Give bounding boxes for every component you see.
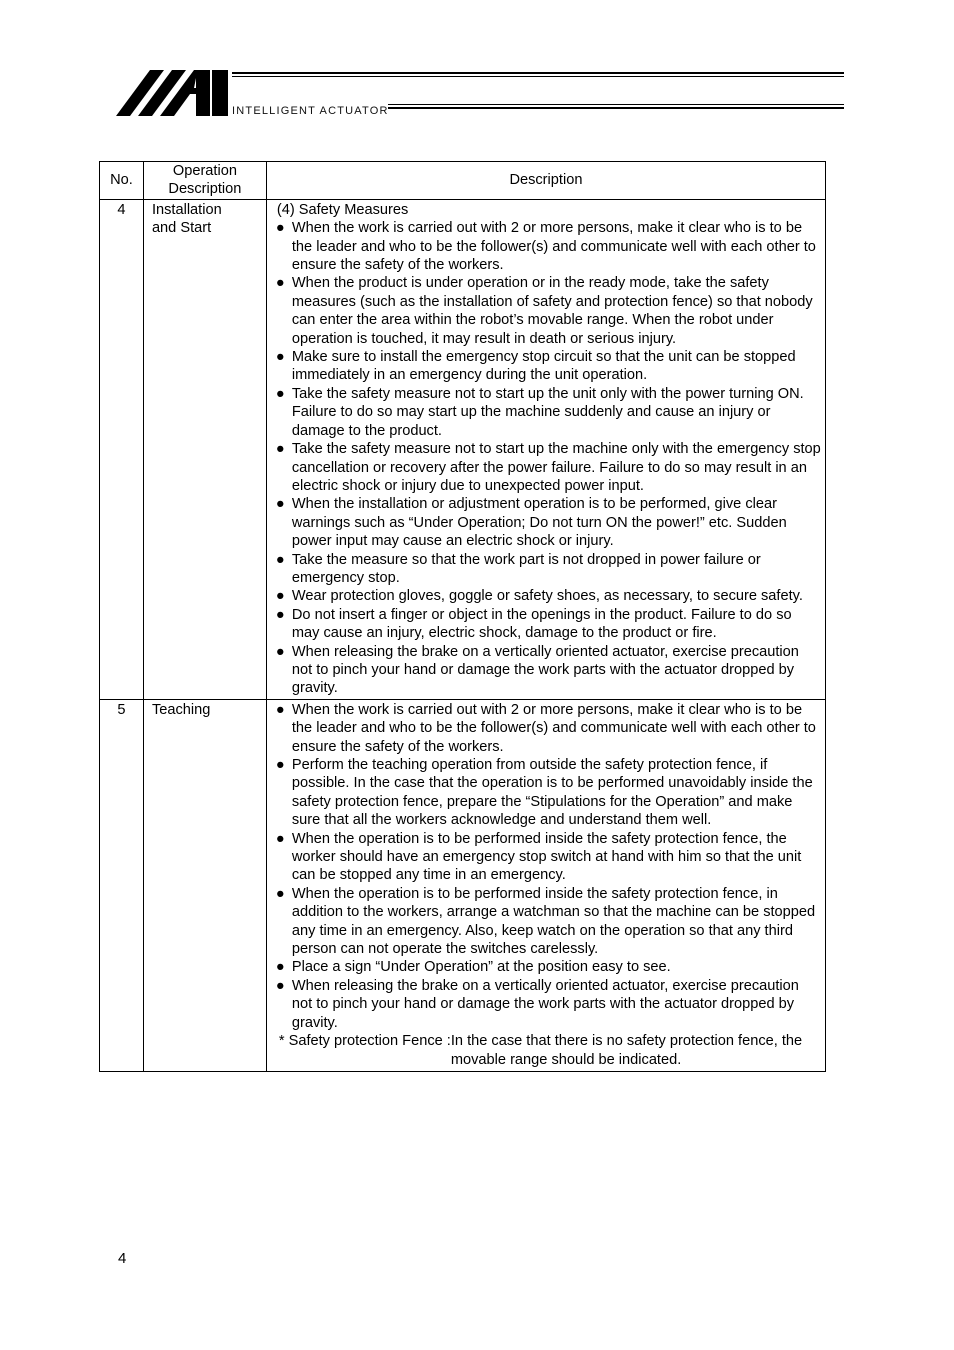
- list-item: ● When the installation or adjustment operation is to be performed, give clear warnings such as “Under Operation; Do not turn ON the power!” etc. Sudden power input may cause an electric shock or injury.: [275, 496, 787, 550]
- header-rule-bottom: [388, 107, 844, 109]
- list-item: ● Wear protection gloves, goggle or safety shoes, as necessary, to secure safety.: [275, 588, 803, 605]
- brand-name: INTELLIGENT ACTUATOR: [232, 105, 389, 117]
- header-rule-top-thin: [232, 76, 844, 77]
- list-item: ● When the work is carried out with 2 or more persons, make it clear who is to be the leader and who to be the follower(s) and communicate well with each other to ensure the safety of the workers.: [275, 701, 816, 755]
- footnote-text: In the case that there is no safety protection fence, the movable range should be indicated.: [450, 1033, 803, 1068]
- bullet-icon: ●: [275, 496, 285, 513]
- bullet-icon: ●: [275, 385, 285, 402]
- footnote-label: * Safety protection Fence :: [278, 1033, 451, 1050]
- row-no: 5: [100, 699, 144, 1071]
- bullet-icon: ●: [275, 977, 285, 994]
- header-operation: Operation Description: [143, 162, 266, 200]
- header-no: No.: [100, 162, 144, 200]
- list-item: ● Take the safety measure not to start up the machine only with the emergency stop cancellation or recovery after the power failure. Failure to do so may result in an electric shock or injury due to unexpected power input.: [275, 441, 821, 494]
- list-item: ● When the operation is to be performed inside the safety protection fence, in addition to the workers, arrange a watchman so that the machine can be stopped any time in an emergency. Also, keep watch on the operation so that any third person can not operate the switches carelessly.: [275, 885, 816, 958]
- list-item: ● When releasing the brake on a vertically oriented actuator, exercise precaution not to pinch your hand or damage the work parts with the actuator dropped by gravity.: [275, 977, 799, 1031]
- table-header-row: [100, 162, 826, 200]
- bullet-icon: ●: [275, 551, 285, 568]
- list-item: ● Place a sign “Under Operation” at the position easy to see.: [275, 959, 671, 976]
- iai-logo-icon: [116, 68, 230, 118]
- list-item: ● When the product is under operation or in the ready mode, take the safety measures (such as the installation of safety and protection fence) so that nobody can enter the area within the robot’s movable range. When the robot under operation is touched, it may result in death or serious injury.: [275, 275, 813, 347]
- page-number: 4: [118, 1250, 127, 1267]
- list-item: ● When releasing the brake on a vertically oriented actuator, exercise precaution not to pinch your hand or damage the work parts with the actuator dropped by gravity.: [275, 643, 799, 697]
- list-item: ● When the work is carried out with 2 or more persons, make it clear who is to be the leader and who to be the follower(s) and communicate well with each other to ensure the safety of the workers.: [275, 220, 816, 274]
- row-description: [266, 699, 825, 1071]
- header-rule-bottom-thin: [388, 104, 844, 105]
- row-operation: Installation and Start: [143, 199, 266, 699]
- header-description: Description: [266, 162, 825, 200]
- list-item: ● Take the measure so that the work part is not dropped in power failure or emergency stop.: [275, 551, 761, 586]
- header-rule-top: [232, 72, 844, 74]
- bullet-list: [275, 701, 821, 1032]
- bullet-icon: ●: [275, 275, 285, 292]
- table-row: [100, 699, 826, 1071]
- footnote: [275, 1032, 821, 1070]
- bullet-icon: ●: [275, 220, 285, 237]
- bullet-icon: ●: [275, 643, 285, 660]
- bullet-icon: ●: [275, 959, 285, 976]
- row-no: 4: [100, 199, 144, 699]
- row-operation: Teaching: [143, 699, 266, 1071]
- table-row: [100, 199, 826, 699]
- list-item: ● Make sure to install the emergency stop circuit so that the unit can be stopped immediately in an emergency during the unit operation.: [275, 349, 796, 384]
- bullet-icon: ●: [275, 349, 285, 366]
- bullet-icon: ●: [275, 701, 285, 718]
- list-item: ● Take the safety measure not to start up the unit only with the power turning ON. Failure to do so may start up the machine suddenly and cause an injury or damage to the product.: [275, 385, 804, 439]
- bullet-list: [275, 219, 821, 698]
- list-item: ● When the operation is to be performed inside the safety protection fence, the worker should have an emergency stop switch at hand with him so that the unit can be stopped any time in an emergency.: [275, 830, 802, 884]
- bullet-icon: ●: [275, 757, 285, 773]
- row-description: [266, 199, 825, 699]
- list-item: ● Perform the teaching operation from outside the safety protection fence, if possible. In the case that the operation is to be performed unavoidably inside the safety protection fence, prepare the “Stipulations for the Operation” and make sure that all the workers acknowledge and understand them well.: [275, 757, 813, 829]
- safety-table: [99, 161, 826, 1072]
- page-header: [116, 68, 844, 120]
- bullet-icon: ●: [275, 441, 285, 458]
- list-item: ● Do not insert a finger or object in the openings in the product. Failure to do so may cause an injury, electric shock, damage to the product or fire.: [275, 606, 792, 642]
- section-title: (4) Safety Measures: [276, 201, 409, 218]
- bullet-icon: ●: [275, 588, 285, 605]
- bullet-icon: ●: [275, 606, 285, 623]
- bullet-icon: ●: [275, 885, 285, 902]
- bullet-icon: ●: [275, 830, 285, 847]
